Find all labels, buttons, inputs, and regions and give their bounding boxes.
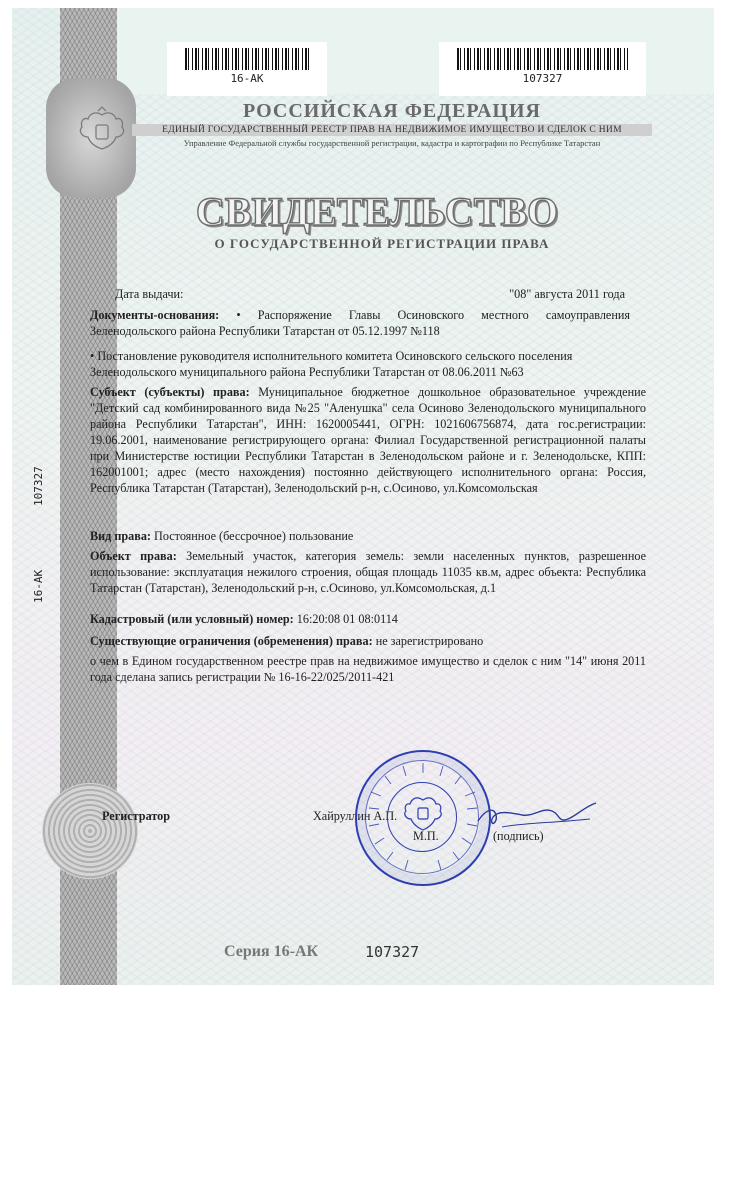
restrictions-row — [90, 633, 646, 649]
barcode-left-bars — [185, 48, 309, 70]
restrictions-value: не зарегистрировано — [375, 634, 484, 648]
documents-label: Документы-основания: — [90, 308, 220, 322]
barcode-left — [167, 42, 327, 96]
registrar-name: Хайруллин А.П. — [313, 809, 398, 823]
official-seal — [355, 750, 491, 886]
cadastral-value: 16:20:08 01 08:0114 — [296, 612, 398, 626]
side-code: 16-АК — [32, 569, 45, 603]
issue-date-value: "08" августа 2011 года — [509, 287, 625, 301]
subject-block — [90, 384, 646, 496]
registrar-label: Регистратор — [102, 809, 171, 823]
double-headed-eagle-icon — [72, 103, 132, 163]
cadastral-row — [90, 611, 646, 627]
issue-date-label: Дата выдачи: — [115, 287, 184, 301]
signature-caption: (подпись) — [493, 829, 544, 843]
restrictions-label: Существующие ограничения (обременения) права: — [90, 634, 373, 648]
guilloche-rosette — [42, 783, 138, 879]
documents-basis — [90, 307, 630, 339]
documents-item-1: • Распоряжение Главы Осиновского местного самоуправления Зеленодольского района Республики Татарстан от 05.12.1997 №118 — [90, 308, 630, 338]
barcode-right — [439, 42, 646, 96]
certificate-sheet — [12, 8, 714, 985]
seal-eagle-icon — [357, 752, 489, 884]
object-value: Земельный участок, категория земель: земли населенных пунктов, разрешенное использование: эксплуатация нежилого строения, общая площадь 11035 кв.м, адрес объекта: Республика Татарстан (Татарстан), Зеленодольский р-н, с.Осиново, ул.Комсомольская, д.1 — [90, 549, 647, 595]
barcode-right-code: 107327 — [522, 72, 563, 85]
side-number: 107327 — [32, 466, 45, 506]
documents-item-2: • Постановление руководителя исполнительного комитета Осиновского сельского поселения Зеленодольского муниципального района Республики Татарстан от 08.06.2011 №63 — [90, 349, 573, 379]
issue-date-row — [115, 286, 625, 302]
barcode-left-code: 16-АК — [230, 72, 264, 85]
document-header — [132, 100, 652, 148]
barcode-right-bars — [457, 48, 628, 70]
certificate-title: СВИДЕТЕЛЬСТВО — [195, 189, 559, 234]
series-label: Серия 16-АК — [224, 943, 319, 960]
subject-value: Муниципальное бюджетное дошкольное образовательное учреждение "Детский сад комбинированного вида №25 "Аленушка" села Осиново Зеленодольского муниципального района Республики Татарстан", ИНН: 1620005441, ОГРН: 1021606756874, дата гос.регистрации: 19.06.2001, наименование регистрирующего органа: Филиал Государственной регистрационной палаты при Министерстве юстиции Республики Татарстан в Зеленодольском районе и г. Зеленодольске, КПП: 162001001; адрес (место нахождения) постоянно действующего исполнительного органа: Россия, Республика Татарстан (Татарстан), Зеленодольский р-н, с.Осиново, ул.Комсомольская — [90, 385, 647, 495]
object-label: Объект права: — [90, 549, 177, 563]
registry-title: ЕДИНЫЙ ГОСУДАРСТВЕННЫЙ РЕЕСТР ПРАВ НА НЕДВИЖИМОЕ ИМУЩЕСТВО И СДЕЛОК С НИМ — [132, 124, 652, 136]
office-title: Управление Федеральной службы государственной регистрации, кадастра и картографии по Республике Татарстан — [183, 138, 601, 148]
registrar-signature — [472, 793, 602, 843]
cadastral-label: Кадастровый (или условный) номер: — [90, 612, 294, 626]
right-type-value: Постоянное (бессрочное) пользование — [154, 529, 354, 543]
object-block — [90, 548, 646, 596]
certificate-subtitle: О ГОСУДАРСТВЕННОЙ РЕГИСТРАЦИИ ПРАВА — [214, 236, 550, 251]
right-type-label: Вид права: — [90, 529, 151, 543]
stamp-mp-label: М.П. — [413, 829, 439, 843]
registration-note: о чем в Едином государственном реестре прав на недвижимое имущество и сделок с ним "14" июня 2011 года сделана запись регистрации № 16-16-22/025/2011-421 — [90, 654, 646, 684]
country-title: РОССИЙСКАЯ ФЕДЕРАЦИЯ — [242, 100, 541, 122]
series-number: 107327 — [365, 943, 420, 961]
subject-label: Субъект (субъекты) права: — [90, 385, 250, 399]
right-type-row — [90, 528, 630, 544]
